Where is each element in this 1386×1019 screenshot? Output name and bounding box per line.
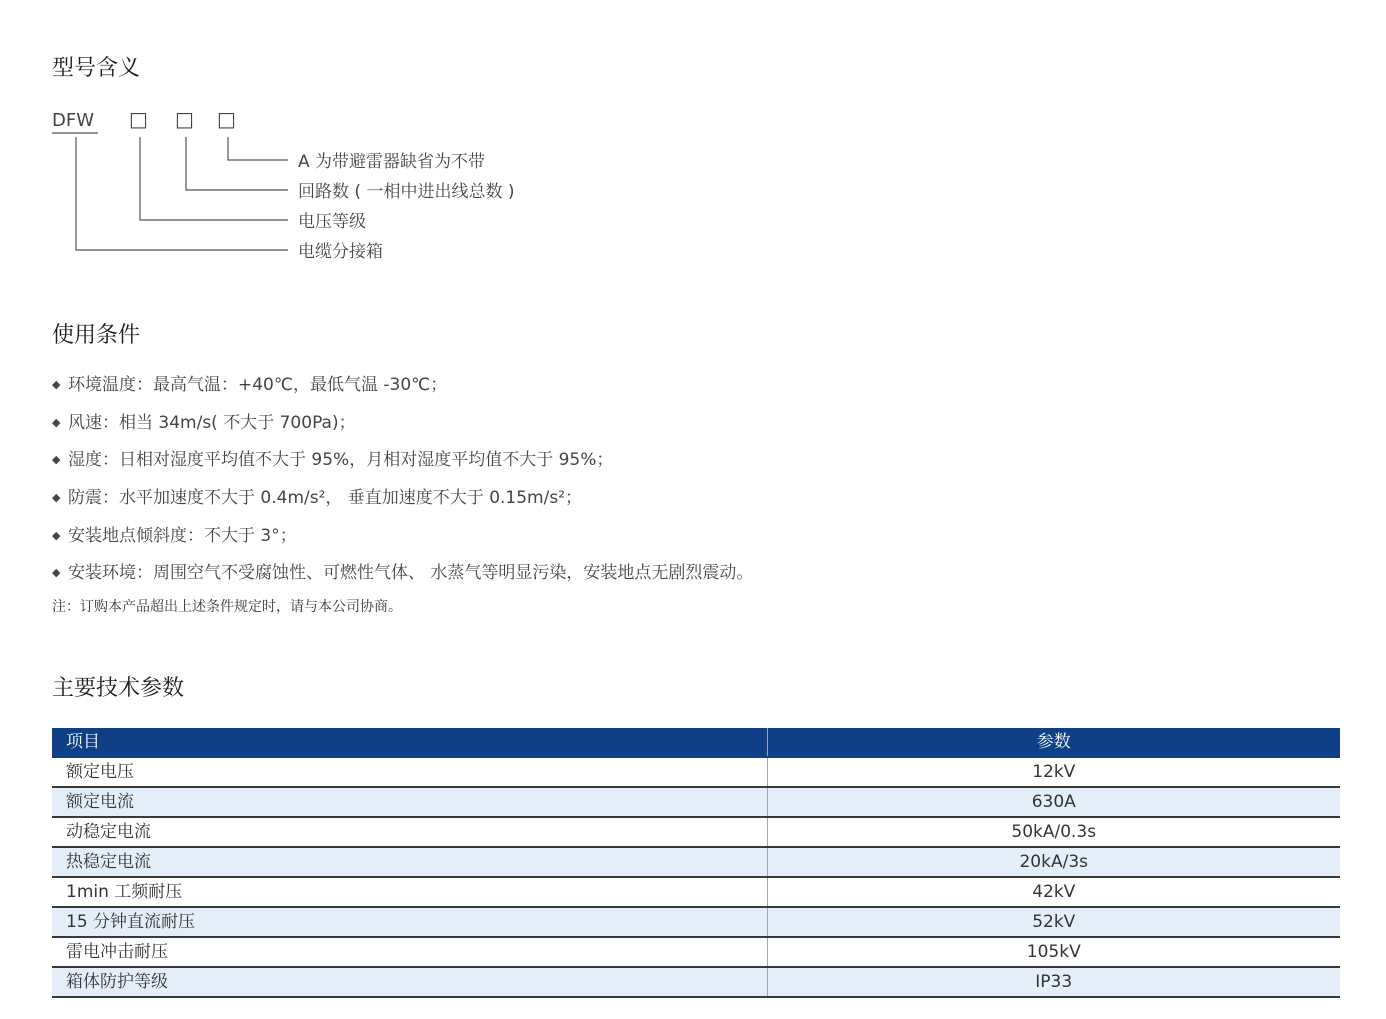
legend-voltage: 电压等级 — [298, 212, 366, 232]
row-value: IP33 — [767, 967, 1340, 997]
condition-text: 安装地点倾斜度：不大于 3°； — [68, 526, 297, 546]
row-value: 630A — [767, 787, 1340, 817]
condition-item-tilt — [52, 525, 297, 547]
condition-text: 环境温度：最高气温：+40℃，最低气温 -30℃； — [68, 375, 448, 395]
order-note: 注：订购本产品超出上述条件规定时，请与本公司协商。 — [52, 599, 402, 615]
table-header-row — [52, 728, 1340, 757]
row-value: 50kA/0.3s — [767, 817, 1340, 847]
params-section-title: 主要技术参数 — [52, 676, 185, 701]
condition-text: 湿度：日相对湿度平均值不大于 95%，月相对湿度平均值不大于 95%； — [68, 450, 614, 470]
header-value: 参数 — [767, 728, 1340, 757]
conditions-section-title: 使用条件 — [52, 323, 141, 348]
leader-line-arrester — [228, 137, 288, 160]
legend-arrester: A 为带避雷器缺省为不带 — [298, 152, 486, 172]
header-item: 项目 — [52, 728, 767, 757]
row-value: 12kV — [767, 757, 1340, 787]
bullet-icon: ◆ — [52, 378, 61, 391]
table-row — [52, 757, 1340, 787]
technical-parameters-table — [52, 728, 1340, 998]
table-row — [52, 817, 1340, 847]
row-item: 雷电冲击耐压 — [52, 937, 767, 967]
condition-text: 风速：相当 34m/s( 不大于 700Pa)； — [68, 413, 356, 433]
bullet-icon: ◆ — [52, 491, 61, 504]
row-value: 20kA/3s — [767, 847, 1340, 877]
leader-line-circuits — [186, 137, 288, 190]
bullet-icon: ◆ — [52, 453, 61, 466]
model-prefix: DFW — [52, 110, 95, 131]
legend-circuits: 回路数 ( 一相中进出线总数 ) — [298, 182, 515, 202]
model-section-title: 型号含义 — [52, 56, 141, 81]
leader-line-voltage — [140, 137, 288, 220]
row-item: 15 分钟直流耐压 — [52, 907, 767, 937]
table-row — [52, 907, 1340, 937]
row-item: 箱体防护等级 — [52, 967, 767, 997]
table-row — [52, 937, 1340, 967]
condition-text: 安装环境：周围空气不受腐蚀性、可燃性气体、 水蒸气等明显污染，安装地点无剧烈震动。 — [68, 563, 754, 583]
condition-item-environment — [52, 562, 753, 584]
bullet-icon: ◆ — [52, 529, 61, 542]
placeholder-box-arrester: □ — [217, 107, 236, 131]
leader-line-product — [76, 137, 288, 250]
table-row — [52, 877, 1340, 907]
row-item: 热稳定电流 — [52, 847, 767, 877]
bullet-icon: ◆ — [52, 566, 61, 579]
placeholder-box-voltage: □ — [129, 107, 148, 131]
row-value: 52kV — [767, 907, 1340, 937]
row-item: 额定电流 — [52, 787, 767, 817]
table-row — [52, 847, 1340, 877]
model-designation-diagram — [0, 0, 620, 280]
row-value: 105kV — [767, 937, 1340, 967]
condition-item-seismic — [52, 487, 582, 509]
row-item: 额定电压 — [52, 757, 767, 787]
condition-item-wind — [52, 412, 356, 434]
row-item: 动稳定电流 — [52, 817, 767, 847]
row-item: 1min 工频耐压 — [52, 877, 767, 907]
row-value: 42kV — [767, 877, 1340, 907]
condition-item-temperature — [52, 374, 447, 396]
condition-text: 防震：水平加速度不大于 0.4m/s²， 垂直加速度不大于 0.15m/s²； — [68, 488, 583, 508]
condition-item-humidity — [52, 449, 613, 471]
bullet-icon: ◆ — [52, 416, 61, 429]
legend-product: 电缆分接箱 — [298, 242, 383, 262]
table-row — [52, 787, 1340, 817]
table-row — [52, 967, 1340, 997]
placeholder-box-circuits: □ — [175, 107, 194, 131]
